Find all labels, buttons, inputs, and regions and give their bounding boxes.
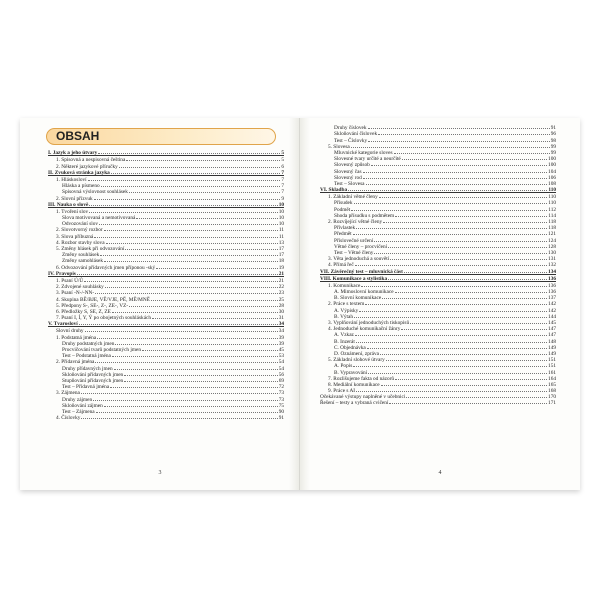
toc-entry-page: 99 [550,143,556,150]
toc-entry-page: 17 [278,252,284,259]
toc-leader-dots [126,156,280,161]
toc-leader-dots [368,124,550,129]
toc-entry-label: 1. Komunikace [328,282,361,289]
toc-entry-page: 164 [548,375,556,382]
toc-entry-page: 131 [548,256,556,263]
toc-entry-page: 91 [278,415,284,422]
toc-entry-page: 10 [278,208,284,215]
toc-chapter [48,320,284,327]
toc-entry-label: V. Tvarosloví [48,321,78,328]
toc-leader-dots [124,377,278,382]
toc-entry-label: VIII. Komunikace a stylistika [320,275,388,282]
toc-entry-label: Větné členy – procvičení [334,243,388,250]
toc-entry-label: 5. Slovesa [328,143,350,150]
toc-entry-label: A. Popis [334,363,353,370]
toc-entry-label: I. Jazyk a jeho útvary [48,150,98,157]
toc-leader-dots [94,232,278,237]
toc-entry-page: 147 [548,332,556,339]
toc-entry-label: Test – Podstatná jména [62,353,111,360]
toc-entry-label: Přívlastek [334,225,356,232]
toc-entry-page: 11 [278,227,284,234]
toc-entry-label: Příslovečné určení [334,237,374,244]
toc-entry-page: 22 [278,284,284,291]
toc-entry-page: 34 [278,321,284,328]
toc-entry-page: 149 [548,344,556,351]
toc-entry-page: 144 [548,313,556,320]
toc-entry-page: 17 [278,246,284,252]
toc-entry-page: 7 [281,189,284,196]
toc-entry-label: 9. Práce s AI [328,388,356,395]
toc-leader-dots [351,143,550,148]
toc-leader-dots [394,149,550,154]
toc-leader-dots [356,337,547,342]
toc-leader-dots [395,288,547,293]
toc-leader-dots [156,263,278,268]
toc-entry-page: 73 [278,396,284,403]
toc-entry-page: 21 [278,277,284,284]
toc-entry-page: 99 [550,149,556,156]
toc-leader-dots [119,162,281,167]
page-number: 3 [158,470,162,476]
toc-leader-dots [99,220,278,225]
toc-leader-dots [382,294,547,299]
toc-entry-page: 75 [278,402,284,409]
toc-entry-page: 18 [278,258,284,265]
toc-entry-label: Druhy zájmen [62,396,93,403]
toc-leader-dots [390,255,547,260]
toc-leader-dots [104,226,278,231]
toc-entry-page: 136 [548,289,556,296]
toc-leader-dots [124,371,278,376]
toc-leader-dots [402,155,547,160]
toc-entry-page: 10 [278,215,284,222]
toc-entry-page: 148 [548,338,556,345]
toc-leader-dots [98,149,280,154]
toc-entry-label: Druhy podstatných jmen [62,340,115,347]
toc-entry-label: Změny samohlásek [62,258,104,265]
toc-entry-label: Test – Přídavná jména [62,384,110,391]
toc-entry-label: Test – Větné členy [334,249,374,256]
toc-leader-dots [136,214,277,219]
toc-entry-label: VII. Závěrečný test – mluvnická část [320,268,403,275]
toc-leader-dots [363,174,547,179]
toc-entry-page: 39 [278,334,284,341]
toc-entry-label: 2. Slovotvorný rozbor [56,227,103,234]
toc-right [320,124,556,405]
toc-leader-dots [112,352,278,357]
toc-leader-dots [354,313,547,318]
toc-entry-page: 168 [548,388,556,395]
toc-entry-label: Podmět [334,206,351,213]
toc-entry-page: 56 [278,371,284,378]
toc-leader-dots [79,320,278,325]
toc-entry-page: 10 [278,221,284,228]
toc-leader-dots [101,182,281,187]
toc-entry-page: 104 [548,168,556,175]
toc-entry [48,414,284,420]
toc-leader-dots [104,257,278,262]
toc-entry-label: 4. Skupina BĚ/BJE, VĚ/VJE, PĚ, MĚ/MNĚ [56,296,150,303]
toc-leader-dots [94,194,281,199]
toc-leader-dots [381,381,547,386]
toc-entry-label: 4. Číslovky [56,415,81,422]
toc-leader-dots [353,362,547,367]
toc-entry-page: 34 [278,328,284,335]
toc-entry-label: 3. Zájmena [56,390,80,397]
toc-entry-page: 147 [548,326,556,333]
toc-entry-page: 5 [281,150,284,157]
toc-entry-page: 151 [548,363,556,370]
toc-leader-dots [378,130,550,135]
toc-entry-label: Shoda přísudku s podmětem [334,212,395,219]
toc-entry-label: 3. Slova příbuzná [56,233,94,240]
toc-leader-dots [355,261,547,266]
toc-entry-page: 7 [281,183,284,190]
toc-entry-page: 100 [548,156,556,163]
toc-entry-label: 1. Hláskosloví [56,176,87,183]
toc-entry-page: 149 [548,350,556,357]
toc-leader-dots [84,277,277,282]
toc-entry-page: 142 [548,307,556,314]
toc-leader-dots [93,395,278,400]
toc-leader-dots [379,193,548,198]
toc-entry-page: 91 [550,125,556,132]
toc-leader-dots [152,314,278,319]
toc-entry-label: Slovní druhy [56,328,84,335]
toc-leader-dots [354,199,548,204]
toc-entry-label: Slova motivovaná a nemotivovaná [62,215,136,222]
toc-entry-label: Test – Zájmena [62,408,95,415]
toc-entry-label: Stupňování přídavných jmen [62,377,124,384]
toc-entry-label: 7. Psaní I, Í, Y, Ý po obojetných souhláskách [56,315,152,322]
toc-entry-page: 130 [548,249,556,256]
toc-leader-dots [383,218,547,223]
toc-chapter [320,186,556,193]
toc-entry-page: 118 [548,225,556,232]
right-page [300,118,580,490]
toc-entry-label: 1. Podstatná jména [56,334,97,341]
toc-leader-dots [114,364,278,369]
toc-entry-label: 2. Zdvojené souhlásky [56,284,104,291]
toc-leader-dots [374,249,547,254]
toc-entry-page: 96 [550,131,556,138]
toc-entry-page: 19 [278,264,284,271]
toc-entry-label: 2. Některé jazykové příručky [56,163,118,170]
toc-entry-label: Hláska a písmeno [62,183,100,190]
toc-entry-label: 6. Odvozování přídavných jmen příponou -ský [56,264,156,271]
toc-entry-page: 98 [550,137,556,144]
toc-chapter [48,169,284,176]
toc-entry-label: Očekávané výstupy naplněné v učebnici [320,394,406,401]
toc-leader-dots [89,201,277,206]
toc-entry-page: 11 [278,233,284,240]
toc-entry-label: IV. Pravopis [48,270,76,277]
toc-entry-page: 25 [278,296,284,303]
toc-entry-page: 165 [548,381,556,388]
toc-leader-dots [386,356,547,361]
toc-entry-label: D. Oznámení, zpráva [334,350,380,357]
toc-entry-page: 7 [281,169,284,176]
toc-entry-label: Slovesný způsob [334,162,370,169]
toc-entry-page: 5 [281,157,284,164]
toc-leader-dots [395,375,547,380]
toc-entry-label: 8. Mediální komunikace [328,381,380,388]
toc-chapter [48,201,284,208]
toc-entry-page: 108 [548,180,556,187]
toc-leader-dots [361,282,547,287]
toc-entry-page: 132 [548,262,556,269]
toc-leader-dots [125,245,277,250]
toc-entry-label: Druhy číslovek [334,125,367,132]
toc-entry-label: 3. Psaní -N-/-NN- [56,290,95,297]
toc-leader-dots [151,295,278,300]
toc-leader-dots [97,333,278,338]
toc-leader-dots [365,300,547,305]
toc-entry-label: 4. Přímá řeč [328,262,354,269]
toc-entry-label: 5. Změny hlásek při odvozování [56,246,125,252]
toc-entry-page: 136 [548,282,556,289]
toc-leader-dots [389,399,547,404]
toc-leader-dots [395,212,547,217]
toc-entry-label: 2. Přídavná jména [56,359,95,366]
toc-leader-dots [81,389,278,394]
toc-leader-dots [368,368,547,373]
toc-leader-dots [105,283,278,288]
toc-entry-page: 39 [278,340,284,347]
toc-entry-page: 110 [548,187,556,194]
toc-entry-page: 10 [278,201,284,208]
toc-entry-label: II. Zvuková stránka jazyka [48,169,110,176]
toc-leader-dots [359,306,547,311]
toc-entry-label: 1. Tvoření slov [56,208,89,215]
toc-entry-label: VI. Skladba [320,187,348,194]
toc-entry-label: 5. Základní slohové útvary [328,357,385,364]
toc-entry-page: 151 [548,357,556,364]
toc-leader-dots [77,270,278,275]
toc-entry-label: Slovesné tvary určité a neurčité [334,156,401,163]
toc-leader-dots [367,344,547,349]
toc-leader-dots [85,327,278,332]
toc-chapter [320,275,556,282]
toc-entry-label: 6. Předložky S, SE, Z, ZE [56,308,111,315]
toc-entry-label: 5. Předpony S-, SE-, Z-, ZE-, VZ- [56,302,129,309]
toc-leader-dots [111,169,281,174]
toc-entry-page: 9 [281,195,284,202]
toc-leader-dots [401,325,547,330]
toc-entry-page: 114 [548,212,556,219]
toc-entry-page: 28 [278,302,284,309]
toc-entry-page: 145 [548,320,556,326]
toc-entry-label: B. Inzerát [334,338,355,345]
toc-entry-page: 112 [548,206,556,213]
toc-entry-label: 4. Rozbor stavby slova [56,239,105,246]
toc-entry-page: 31 [278,315,284,322]
toc-entry-label: Skloňování číslovek [334,131,378,138]
toc-leader-dots [81,414,277,419]
toc-entry-label: Přísudek [334,200,353,207]
toc-leader-dots [115,340,277,345]
toc-leader-dots [371,161,547,166]
toc-entry-label: 1. Základní větné členy [328,194,378,201]
toc-entry-label: Skloňování zájmen [62,402,103,409]
toc-leader-dots [110,383,278,388]
toc-entry-label: Změny souhlásek [62,252,100,259]
toc-entry-label: 2. Práce s textem [328,301,365,308]
toc-entry-label: Mluvnické kategorie sloves [334,149,393,156]
toc-chapter [48,149,284,156]
toc-leader-dots [363,167,548,172]
toc-entry-label: Skloňování přídavných jmen [62,371,124,378]
toc-entry-page: 13 [278,239,284,246]
toc-entry-page: 128 [548,243,556,250]
toc-leader-dots [142,346,278,351]
toc-entry-page: 6 [281,163,284,170]
page-number: 4 [438,470,442,476]
toc-leader-dots [95,358,277,363]
toc-entry-page: 171 [548,400,556,407]
toc-entry-page: 21 [278,270,284,277]
toc-entry-label: B. Vypravování [334,369,368,376]
toc-entry-page: 118 [548,219,556,225]
toc-leader-dots [100,251,277,256]
toc-entry-label: Slovesný rod [334,174,362,181]
toc-entry-label: 3. Věta jednoduchá a souvětí [328,256,390,263]
toc-leader-dots [356,387,547,392]
toc-entry-label: 7. Rozlišujeme fakta od názorů [328,375,395,382]
toc-entry-page: 30 [278,308,284,315]
toc-entry-page: 73 [278,390,284,397]
toc-leader-dots [353,230,547,235]
toc-entry-label: A. Výpisky [334,307,359,314]
toc-entry-label: Slovesný čas [334,168,362,175]
toc-leader-dots [355,331,547,336]
toc-leader-dots [388,243,547,248]
toc-entry-label: C. Objednávka [334,344,366,351]
toc-entry-page: 54 [278,359,284,366]
left-page [20,118,300,490]
toc-entry-page: 54 [278,365,284,372]
toc-entry-label: B. Výtah [334,313,354,320]
toc-left [48,149,284,420]
toc-entry-label: Test – Číslovky [334,137,368,144]
toc-leader-dots [410,319,547,324]
toc-entry-page: 134 [548,268,556,275]
toc-leader-dots [88,176,281,181]
toc-entry [320,399,556,405]
toc-leader-dots [106,239,278,244]
toc-entry-page: 137 [548,295,556,302]
toc-entry-label: B. Slovní komunikace [334,295,382,302]
toc-entry-page: 124 [548,237,556,244]
toc-leader-dots [366,180,548,185]
toc-entry-label: Test – Slovesa [334,180,365,187]
toc-entry-label: 2. Slovní přízvuk [56,195,93,202]
toc-leader-dots [89,208,278,213]
toc-leader-dots [406,393,547,398]
toc-entry-page: 45 [278,347,284,353]
toc-entry-page: 142 [548,301,556,308]
toc-entry-label: Druhy přídavných jmen [62,365,113,372]
toc-leader-dots [129,302,278,307]
toc-entry-label: Procvičování tvarů podstatných jmen [62,347,141,353]
toc-entry-page: 23 [278,290,284,297]
toc-entry-label: Odvozování slov [62,221,99,228]
toc-entry-label: 3. Vyplňování jednoduchých tiskopisů [328,320,410,326]
toc-entry-page: 53 [278,353,284,360]
toc-entry-page: 7 [281,176,284,183]
toc-leader-dots [388,275,547,280]
toc-entry-page: 110 [548,200,556,207]
toc-leader-dots [380,350,547,355]
toc-entry-label: Řešení – testy a vybraná cvičení [320,400,389,407]
toc-entry-label: 1. Psaní Ú/Ů [56,277,84,284]
toc-entry-page: 121 [548,231,556,238]
toc-leader-dots [356,224,547,229]
toc-leader-dots [112,308,278,313]
toc-leader-dots [368,136,550,141]
toc-entry-label: 2. Rozvíjející větné členy [328,219,383,225]
toc-leader-dots [351,205,547,210]
toc-entry-page: 170 [548,394,556,401]
toc-leader-dots [374,236,547,241]
toc-leader-dots [96,408,278,413]
toc-entry-label: 1. Spisovná a nespisovná čeština [56,157,126,164]
toc-entry-page: 69 [278,377,284,384]
toc-leader-dots [95,289,278,294]
toc-leader-dots [404,267,547,272]
book-spread [20,118,580,490]
toc-entry-label: A. Mimoslovní komunikace [334,289,394,296]
toc-entry-page: 72 [278,384,284,391]
toc-leader-dots [104,402,278,407]
toc-leader-dots [348,186,547,191]
toc-entry-label: 4. Jednoduché komunikační žánry [328,326,401,333]
toc-entry-label: Předmět [334,231,352,238]
toc-chapter [320,267,556,274]
toc-chapter [48,270,284,277]
toc-entry-page: 136 [548,275,556,282]
contents-title: OBSAH [46,128,276,145]
toc-entry-page: 90 [278,408,284,415]
toc-entry-page: 161 [548,369,556,376]
toc-entry-page: 100 [548,162,556,169]
toc-entry-page: 106 [548,174,556,181]
toc-entry-label: A. Vzkaz [334,332,354,339]
toc-entry-label: III. Nauka o slově [48,201,89,208]
toc-leader-dots [129,188,280,193]
toc-entry-page: 110 [548,194,556,201]
toc-entry-label: Spisovná výslovnost souhlásek [62,189,128,196]
